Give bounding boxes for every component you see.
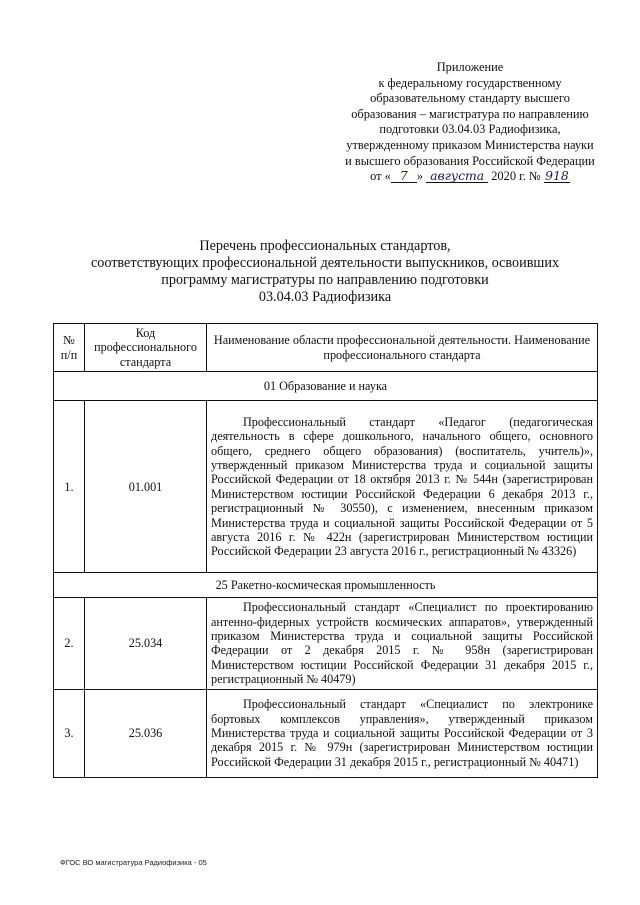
section-title: 25 Ракетно-космическая промышленность xyxy=(54,573,598,598)
title-line: 03.04.03 Радиофизика xyxy=(258,289,392,305)
section-title: 01 Образование и наука xyxy=(54,372,598,401)
appendix-block xyxy=(330,60,610,185)
date-mid: » xyxy=(416,169,424,184)
order-number: 918 xyxy=(545,168,569,184)
title-line: программу магистратуры по направлению подготовки xyxy=(161,272,489,288)
appendix-line: образовательному стандарту высшего xyxy=(370,91,570,106)
row-code: 25.034 xyxy=(85,598,207,689)
row-code: 25.036 xyxy=(85,689,207,777)
table-row xyxy=(54,689,598,777)
section-row xyxy=(54,573,598,598)
row-num: 2. xyxy=(54,598,85,689)
header-name: Наименование области профессиональной деятельности. Наименование профессионального стандарта xyxy=(207,324,598,372)
header-code: Код профессионального стандарта xyxy=(85,324,207,372)
appendix-line: и высшего образования Российской Федерации xyxy=(345,153,595,168)
standards-table xyxy=(53,323,598,778)
row-text: Профессиональный стандарт «Специалист по электронике бортовых комплексов управления», утвержденный приказом Министерства труда и социальной защиты Российской Федерации от 3 декабря 2015 г. № 979н (зарегистрирован Министерством юстиции Российской Федерации 31 декабря 2015 г., регистрационный № 40471) xyxy=(207,689,598,777)
appendix-line: образования – магистратура по направлению xyxy=(351,106,589,121)
date-year: 2020 г. № xyxy=(491,169,541,184)
appendix-line: к федеральному государственному xyxy=(378,75,562,90)
appendix-line: подготовки 03.04.03 Радиофизика, xyxy=(379,122,561,137)
appendix-line: утвержденному приказом Министерства науки xyxy=(346,137,594,152)
header-num: № п/п xyxy=(54,324,85,372)
page-footer: ФГОС ВО магистратура Радиофизика - 05 xyxy=(60,858,207,867)
title-line: Перечень профессиональных стандартов, xyxy=(199,238,451,254)
date-prefix: от « xyxy=(370,169,391,184)
row-text: Профессиональный стандарт «Специалист по проектированию антенно-фидерных устройств космических аппаратов», утвержденный приказом Министерства труда и социальной защиты Российской Федерации от 2 декабря 2015 г. № 958н (зарегистрирован Министерством юстиции Российской Федерации 31 декабря 2015 г., регистрационный № 40479) xyxy=(207,598,598,689)
document-title xyxy=(50,238,600,306)
date-day: 7 xyxy=(391,169,417,183)
appendix-line: Приложение xyxy=(436,60,504,74)
row-num: 1. xyxy=(54,401,85,573)
date-month: августа xyxy=(426,169,488,183)
row-code: 01.001 xyxy=(85,401,207,573)
row-num: 3. xyxy=(54,689,85,777)
table-row xyxy=(54,598,598,689)
title-line: соответствующих профессиональной деятельности выпускников, освоивших xyxy=(90,255,560,271)
row-text: Профессиональный стандарт «Педагог (педагогическая деятельность в сфере дошкольного, начального общего, основного общего, среднего общего образования) (воспитатель, учитель)», утвержденный приказом Министерства труда и социальной защиты Российской Федерации от 18 октября 2013 г. № 544н (зарегистрирован Министерством юстиции Российской Федерации 6 декабря 2013 г., регистрационный № 30550), с изменением, внесенным приказом Министерства труда и социальной защиты Российской Федерации от 5 августа 2016 г. № 422н (зарегистрирован Министерством юстиции Российской Федерации 23 августа 2016 г., регистрационный № 43326) xyxy=(207,401,598,573)
section-row xyxy=(54,372,598,401)
table-row xyxy=(54,401,598,573)
table-header-row xyxy=(54,324,598,372)
order-date xyxy=(330,169,610,185)
